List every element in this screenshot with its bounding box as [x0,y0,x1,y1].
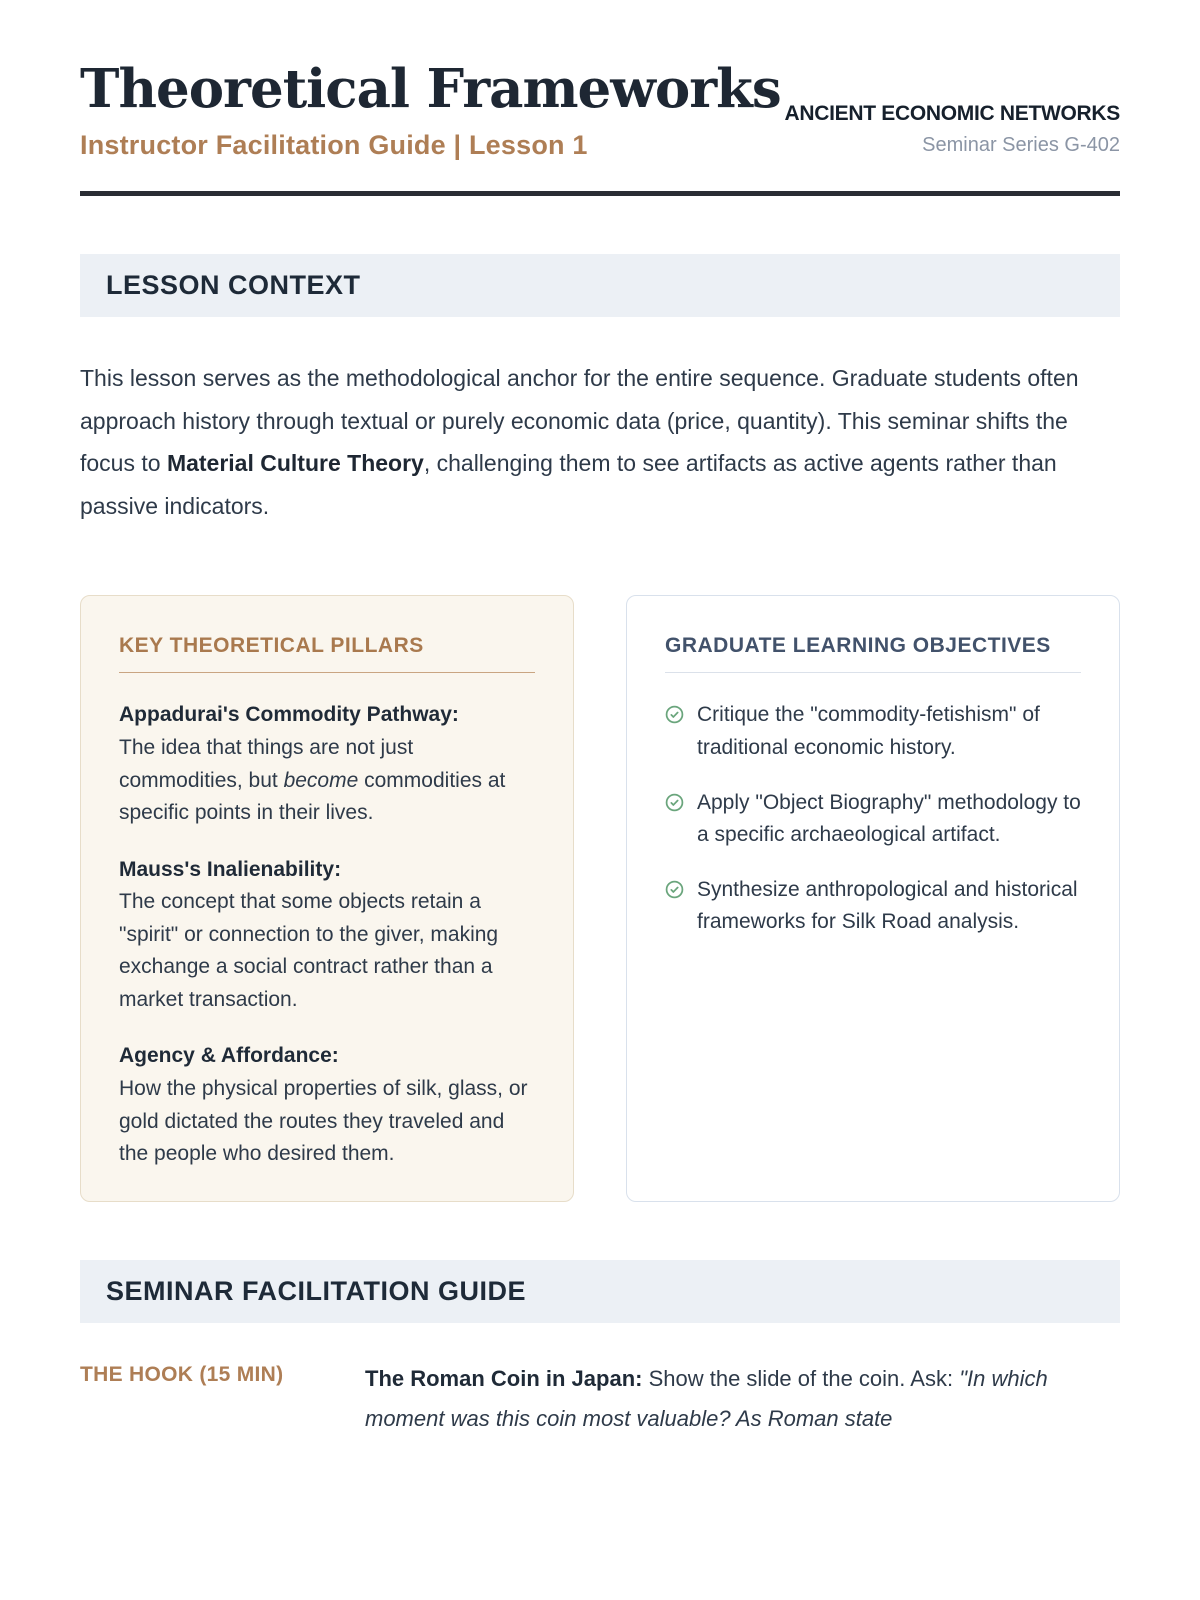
header [80,60,1120,161]
header-divider [80,191,1120,196]
section-banner-lesson-context [80,254,1120,317]
pillar-desc-italic: become [283,768,359,792]
guide-step-lead: The Roman Coin in Japan: [365,1365,643,1391]
pillar-description [119,732,535,830]
guide-step-label: THE HOOK (15 MIN) [80,1362,284,1386]
guide-step-question: "In which moment was this coin most valuable? As Roman state [365,1365,1048,1432]
guide-step-text [365,1359,1120,1440]
seminar-series: Seminar Series G-402 [922,134,1120,157]
objective-item [665,787,1081,852]
pillar-item [119,1040,535,1170]
pillar-item [119,854,535,1017]
check-circle-icon [665,705,684,764]
objective-item [665,699,1081,764]
objective-item [665,874,1081,939]
pillar-term: Appadurai's Commodity Pathway: [119,703,459,727]
check-circle-icon [665,793,684,852]
objective-text: Apply "Object Biography" methodology to a specific archaeological artifact. [697,790,1081,847]
page-title: Theoretical Frameworks [80,58,781,120]
section-heading-facilitation-guide: SEMINAR FACILITATION GUIDE [106,1275,526,1306]
pillar-item [119,699,535,829]
pillar-term: Agency & Affordance: [119,1044,339,1068]
context-text-before: This lesson serves as the methodological anchor for the entire sequence. Graduate students often approach history through textual or purely economic data (price, quantity). This seminar shifts the focus to [80,365,1079,477]
objective-text: Synthesize anthropological and historical frameworks for Silk Road analysis. [697,877,1078,934]
pillar-desc-text: The concept that some objects retain a "spirit" or connection to the giver, making exchange a social contract rather than a market transaction. [119,890,499,1011]
objective-text: Critique the "commodity-fetishism" of traditional economic history. [697,703,1040,760]
page-subtitle: Instructor Facilitation Guide | Lesson 1 [80,130,588,161]
card-theoretical-pillars [80,595,574,1201]
pillar-desc-text: commodities at specific points in their lives. [119,768,506,825]
cards-row [80,595,1120,1201]
course-name: ANCIENT ECONOMIC NETWORKS [784,102,1120,126]
check-circle-icon [665,880,684,939]
header-right [785,102,1121,161]
pillar-description [119,1073,535,1171]
pillar-description [119,886,535,1016]
pillars-heading: KEY THEORETICAL PILLARS [119,634,535,673]
objectives-heading: GRADUATE LEARNING OBJECTIVES [665,634,1081,673]
pillar-desc-text: The idea that things are not just commodities, but [119,736,414,792]
context-text-bold: Material Culture Theory [166,450,424,477]
lesson-context-paragraph [80,357,1120,527]
pillar-term: Mauss's Inalienability: [119,857,342,881]
guide-row-hook [80,1359,1120,1440]
pillar-desc-text: How the physical properties of silk, glass, or gold dictated the routes they traveled and the people who desired them. [119,1076,528,1166]
header-left [80,60,781,161]
card-learning-objectives [626,595,1120,1201]
context-text-after: , challenging them to see artifacts as active agents rather than passive indicators. [80,450,1057,519]
section-heading-lesson-context: LESSON CONTEXT [106,270,361,301]
guide-step-body: Show the slide of the coin. Ask: [642,1365,960,1391]
section-banner-facilitation-guide [80,1260,1120,1323]
